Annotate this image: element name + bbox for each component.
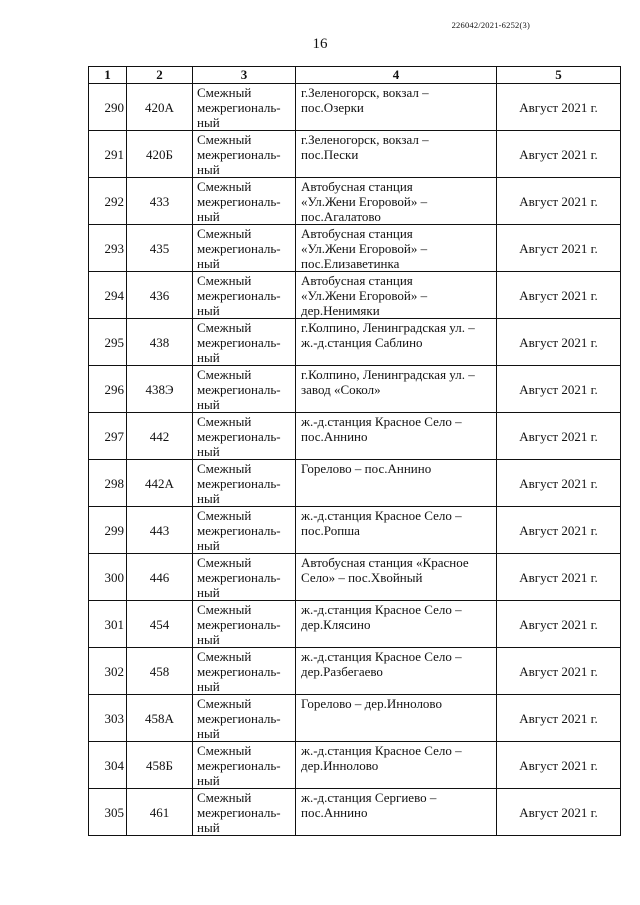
route-number-cell: 443 xyxy=(127,507,193,554)
route-number-cell: 446 xyxy=(127,554,193,601)
table-row xyxy=(89,84,621,131)
route-path-line: Горелово – дер.Иннолово xyxy=(301,696,442,711)
table-row xyxy=(89,366,621,413)
route-type-line: межрегиональ- xyxy=(197,100,281,115)
route-number-cell: 442 xyxy=(127,413,193,460)
route-number-cell: 438Э xyxy=(127,366,193,413)
route-type-line: Смежный xyxy=(197,461,252,476)
row-number-cell: 298 xyxy=(89,460,127,507)
route-type-cell xyxy=(193,131,296,178)
header-col-2: 2 xyxy=(127,67,193,84)
table-row xyxy=(89,319,621,366)
route-type-line: Смежный xyxy=(197,132,252,147)
row-number-cell: 305 xyxy=(89,789,127,836)
route-type-line: ный xyxy=(197,256,220,271)
header-col-3: 3 xyxy=(193,67,296,84)
route-path-line: пос.Озерки xyxy=(301,100,364,115)
route-type-line: межрегиональ- xyxy=(197,476,281,491)
route-path-line: г.Зеленогорск, вокзал – xyxy=(301,132,429,147)
date-cell: Август 2021 г. xyxy=(497,366,621,413)
date-cell: Август 2021 г. xyxy=(497,554,621,601)
route-path-line: Село» – пос.Хвойный xyxy=(301,570,423,585)
date-cell: Август 2021 г. xyxy=(497,695,621,742)
table-row xyxy=(89,413,621,460)
route-path-cell xyxy=(296,366,497,413)
route-type-cell xyxy=(193,319,296,366)
row-number-cell: 304 xyxy=(89,742,127,789)
table-row xyxy=(89,742,621,789)
row-number-cell: 300 xyxy=(89,554,127,601)
route-path-line: г.Колпино, Ленинградская ул. – xyxy=(301,367,475,382)
page-number: 16 xyxy=(312,36,328,52)
route-type-line: ный xyxy=(197,303,220,318)
route-type-line: ный xyxy=(197,115,220,130)
route-number-cell: 420Б xyxy=(127,131,193,178)
route-type-line: межрегиональ- xyxy=(197,617,281,632)
route-path-cell xyxy=(296,272,497,319)
route-path-line: ж.-д.станция Красное Село – xyxy=(301,649,462,664)
table-row xyxy=(89,507,621,554)
route-type-line: Смежный xyxy=(197,743,252,758)
route-type-line: Смежный xyxy=(197,273,252,288)
table-row xyxy=(89,460,621,507)
header-col-1: 1 xyxy=(89,67,127,84)
route-type-cell xyxy=(193,695,296,742)
document-number: 226042/2021-6252(3) xyxy=(451,20,530,30)
date-cell: Август 2021 г. xyxy=(497,601,621,648)
route-path-cell xyxy=(296,225,497,272)
route-number-cell: 454 xyxy=(127,601,193,648)
route-path-line: Автобусная станция xyxy=(301,226,413,241)
route-type-cell xyxy=(193,742,296,789)
row-number-cell: 303 xyxy=(89,695,127,742)
table-header-row xyxy=(89,67,621,84)
route-type-line: межрегиональ- xyxy=(197,523,281,538)
header-col-4: 4 xyxy=(296,67,497,84)
table-row xyxy=(89,695,621,742)
date-cell: Август 2021 г. xyxy=(497,413,621,460)
route-type-line: Смежный xyxy=(197,508,252,523)
route-type-line: ный xyxy=(197,350,220,365)
route-type-cell xyxy=(193,601,296,648)
route-path-cell xyxy=(296,742,497,789)
row-number-cell: 299 xyxy=(89,507,127,554)
route-type-line: межрегиональ- xyxy=(197,335,281,350)
route-path-cell xyxy=(296,695,497,742)
date-cell: Август 2021 г. xyxy=(497,319,621,366)
row-number-cell: 301 xyxy=(89,601,127,648)
route-path-line: Автобусная станция xyxy=(301,179,413,194)
route-path-line: пос.Пески xyxy=(301,147,359,162)
route-path-line: пос.Аннино xyxy=(301,805,368,820)
route-type-line: Смежный xyxy=(197,414,252,429)
route-path-line: г.Зеленогорск, вокзал – xyxy=(301,85,429,100)
header-col-5: 5 xyxy=(497,67,621,84)
date-cell: Август 2021 г. xyxy=(497,84,621,131)
row-number-cell: 293 xyxy=(89,225,127,272)
route-path-cell xyxy=(296,178,497,225)
route-type-line: межрегиональ- xyxy=(197,664,281,679)
table-row xyxy=(89,131,621,178)
row-number-cell: 302 xyxy=(89,648,127,695)
route-type-line: межрегиональ- xyxy=(197,570,281,585)
route-path-cell xyxy=(296,554,497,601)
route-type-line: Смежный xyxy=(197,85,252,100)
route-path-cell xyxy=(296,413,497,460)
route-type-cell xyxy=(193,554,296,601)
route-number-cell: 458Б xyxy=(127,742,193,789)
route-type-line: Смежный xyxy=(197,226,252,241)
route-type-line: межрегиональ- xyxy=(197,288,281,303)
route-path-line: дер.Разбегаево xyxy=(301,664,383,679)
route-number-cell: 436 xyxy=(127,272,193,319)
route-type-line: ный xyxy=(197,444,220,459)
route-path-line: Автобусная станция xyxy=(301,273,413,288)
date-cell: Август 2021 г. xyxy=(497,460,621,507)
route-type-line: ный xyxy=(197,726,220,741)
route-path-cell xyxy=(296,648,497,695)
route-type-cell xyxy=(193,225,296,272)
route-path-line: завод «Сокол» xyxy=(301,382,381,397)
route-type-line: ный xyxy=(197,397,220,412)
route-type-cell xyxy=(193,648,296,695)
route-path-line: дер.Ненимяки xyxy=(301,303,380,318)
route-path-line: пос.Агалатово xyxy=(301,209,381,224)
row-number-cell: 290 xyxy=(89,84,127,131)
route-number-cell: 420А xyxy=(127,84,193,131)
route-path-line: «Ул.Жени Егоровой» – xyxy=(301,194,428,209)
date-cell: Август 2021 г. xyxy=(497,648,621,695)
date-cell: Август 2021 г. xyxy=(497,789,621,836)
row-number-cell: 292 xyxy=(89,178,127,225)
route-number-cell: 433 xyxy=(127,178,193,225)
route-type-cell xyxy=(193,84,296,131)
route-path-line: пос.Ропша xyxy=(301,523,360,538)
route-path-cell xyxy=(296,601,497,648)
route-type-line: Смежный xyxy=(197,602,252,617)
route-number-cell: 458А xyxy=(127,695,193,742)
route-path-line: ж.-д.станция Красное Село – xyxy=(301,508,462,523)
route-type-cell xyxy=(193,272,296,319)
row-number-cell: 291 xyxy=(89,131,127,178)
table-row xyxy=(89,789,621,836)
route-type-line: Смежный xyxy=(197,179,252,194)
row-number-cell: 295 xyxy=(89,319,127,366)
table-row xyxy=(89,272,621,319)
route-type-line: ный xyxy=(197,209,220,224)
date-cell: Август 2021 г. xyxy=(497,131,621,178)
route-type-cell xyxy=(193,178,296,225)
route-path-cell xyxy=(296,507,497,554)
route-path-cell xyxy=(296,460,497,507)
route-number-cell: 435 xyxy=(127,225,193,272)
route-path-line: ж.-д.станция Саблино xyxy=(301,335,423,350)
route-type-line: ный xyxy=(197,820,220,835)
route-path-line: Горелово – пос.Аннино xyxy=(301,461,432,476)
route-type-line: межрегиональ- xyxy=(197,241,281,256)
route-path-line: «Ул.Жени Егоровой» – xyxy=(301,288,428,303)
route-path-line: ж.-д.станция Красное Село – xyxy=(301,414,462,429)
route-type-cell xyxy=(193,413,296,460)
row-number-cell: 297 xyxy=(89,413,127,460)
route-type-line: Смежный xyxy=(197,790,252,805)
date-cell: Август 2021 г. xyxy=(497,272,621,319)
date-cell: Август 2021 г. xyxy=(497,178,621,225)
route-number-cell: 461 xyxy=(127,789,193,836)
route-path-line: ж.-д.станция Красное Село – xyxy=(301,602,462,617)
table-body xyxy=(89,84,621,836)
route-type-line: ный xyxy=(197,679,220,694)
route-path-line: пос.Елизаветинка xyxy=(301,256,400,271)
row-number-cell: 296 xyxy=(89,366,127,413)
route-type-line: межрегиональ- xyxy=(197,758,281,773)
route-number-cell: 442А xyxy=(127,460,193,507)
route-type-line: межрегиональ- xyxy=(197,429,281,444)
route-type-line: Смежный xyxy=(197,696,252,711)
route-type-line: ный xyxy=(197,585,220,600)
route-type-cell xyxy=(193,366,296,413)
route-type-line: ный xyxy=(197,773,220,788)
row-number-cell: 294 xyxy=(89,272,127,319)
route-type-line: ный xyxy=(197,538,220,553)
route-number-cell: 438 xyxy=(127,319,193,366)
table-row xyxy=(89,225,621,272)
route-type-line: Смежный xyxy=(197,320,252,335)
route-type-line: Смежный xyxy=(197,555,252,570)
route-type-line: Смежный xyxy=(197,649,252,664)
route-path-cell xyxy=(296,789,497,836)
route-type-line: межрегиональ- xyxy=(197,382,281,397)
table-row xyxy=(89,601,621,648)
route-path-line: ж.-д.станция Красное Село – xyxy=(301,743,462,758)
route-path-line: дер.Клясино xyxy=(301,617,371,632)
route-type-cell xyxy=(193,507,296,554)
date-cell: Август 2021 г. xyxy=(497,507,621,554)
route-path-cell xyxy=(296,84,497,131)
route-path-cell xyxy=(296,131,497,178)
route-path-line: дер.Иннолово xyxy=(301,758,379,773)
date-cell: Август 2021 г. xyxy=(497,742,621,789)
route-path-line: пос.Аннино xyxy=(301,429,368,444)
route-type-line: межрегиональ- xyxy=(197,805,281,820)
route-type-line: межрегиональ- xyxy=(197,711,281,726)
date-cell: Август 2021 г. xyxy=(497,225,621,272)
route-type-line: межрегиональ- xyxy=(197,194,281,209)
table-row xyxy=(89,554,621,601)
route-type-cell xyxy=(193,789,296,836)
route-path-line: г.Колпино, Ленинградская ул. – xyxy=(301,320,475,335)
route-type-line: ный xyxy=(197,162,220,177)
route-path-cell xyxy=(296,319,497,366)
route-type-line: Смежный xyxy=(197,367,252,382)
routes-table xyxy=(88,66,621,836)
route-path-line: ж.-д.станция Сергиево – xyxy=(301,790,437,805)
route-type-line: ный xyxy=(197,491,220,506)
route-path-line: Автобусная станция «Красное xyxy=(301,555,469,570)
table-row xyxy=(89,178,621,225)
route-type-cell xyxy=(193,460,296,507)
table-row xyxy=(89,648,621,695)
route-type-line: межрегиональ- xyxy=(197,147,281,162)
route-number-cell: 458 xyxy=(127,648,193,695)
route-type-line: ный xyxy=(197,632,220,647)
route-path-line: «Ул.Жени Егоровой» – xyxy=(301,241,428,256)
